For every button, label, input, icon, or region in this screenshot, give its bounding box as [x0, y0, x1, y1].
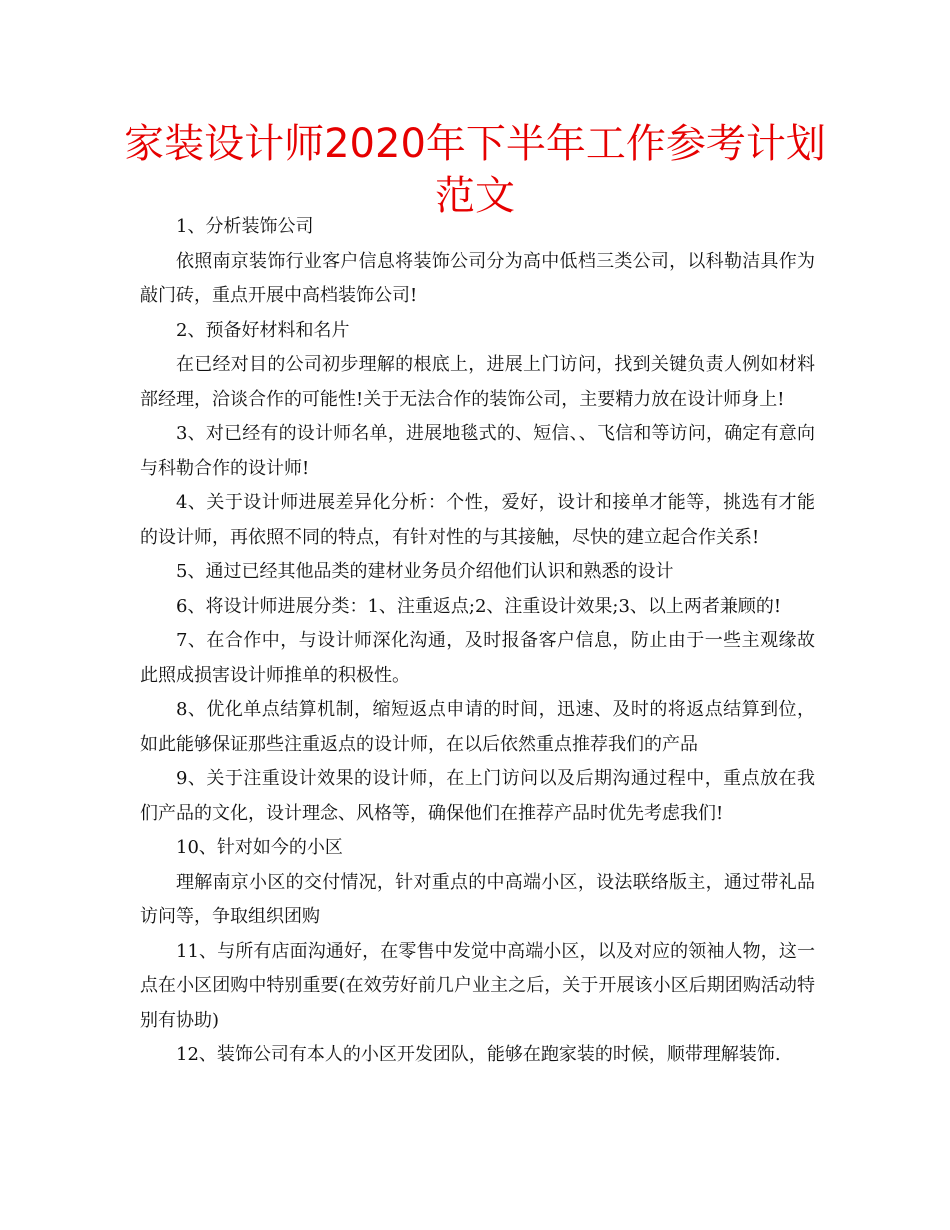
paragraph: 7、在合作中，与设计师深化沟通，及时报备客户信息，防止由于一些主观缘故此照成损害设计师推单的积极性。 [140, 630, 815, 686]
paragraph: 9、关于注重设计效果的设计师，在上门访问以及后期沟通过程中，重点放在我们产品的文化，设计理念、风格等，确保他们在推荐产品时优先考虑我们! [140, 768, 815, 824]
paragraph: 6、将设计师进展分类：1、注重返点;2、注重设计效果;3、以上两者兼顾的! [176, 595, 782, 617]
paragraph: 11、与所有店面沟通好，在零售中发觉中高端小区，以及对应的领袖人物，这一点在小区团购中特别重要(在效劳好前几户业主之后，关于开展该小区后期团购活动特别有协助) [140, 940, 815, 1031]
paragraph: 依照南京装饰行业客户信息将装饰公司分为高中低档三类公司，以科勒洁具作为敲门砖，重点开展中高档装饰公司! [140, 250, 815, 306]
paragraph: 1、分析装饰公司 [176, 216, 314, 237]
paragraph: 3、对已经有的设计师名单，进展地毯式的、短信、、飞信和等访问，确定有意向与科勒合作的设计师! [140, 423, 815, 479]
paragraph: 12、装饰公司有本人的小区开发团队，能够在跑家装的时候，顺带理解装饰. [176, 1044, 781, 1065]
paragraph: 10、针对如今的小区 [176, 837, 343, 858]
document-body [140, 210, 815, 1073]
paragraph: 理解南京小区的交付情况，针对重点的中高端小区，设法联络版主，通过带礼品访问等，争取组织团购 [140, 871, 815, 927]
paragraph: 5、通过已经其他品类的建材业务员介绍他们认识和熟悉的设计 [176, 561, 674, 582]
document-title: 家装设计师2020年下半年工作参考计划范文 [124, 121, 826, 219]
paragraph: 2、预备好材料和名片 [176, 319, 350, 341]
paragraph: 4、关于设计师进展差异化分析：个性，爱好，设计和接单才能等，挑选有才能的设计师，再依照不同的特点，有针对性的与其接触，尽快的建立起合作关系! [140, 492, 815, 548]
paragraph: 在已经对目的公司初步理解的根底上，进展上门访问，找到关键负责人例如材料部经理，洽谈合作的可能性!关于无法合作的装饰公司，主要精力放在设计师身上! [140, 354, 815, 410]
paragraph: 8、优化单点结算机制，缩短返点申请的时间，迅速、及时的将返点结算到位，如此能够保证那些注重返点的设计师，在以后依然重点推荐我们的产品 [140, 699, 815, 755]
